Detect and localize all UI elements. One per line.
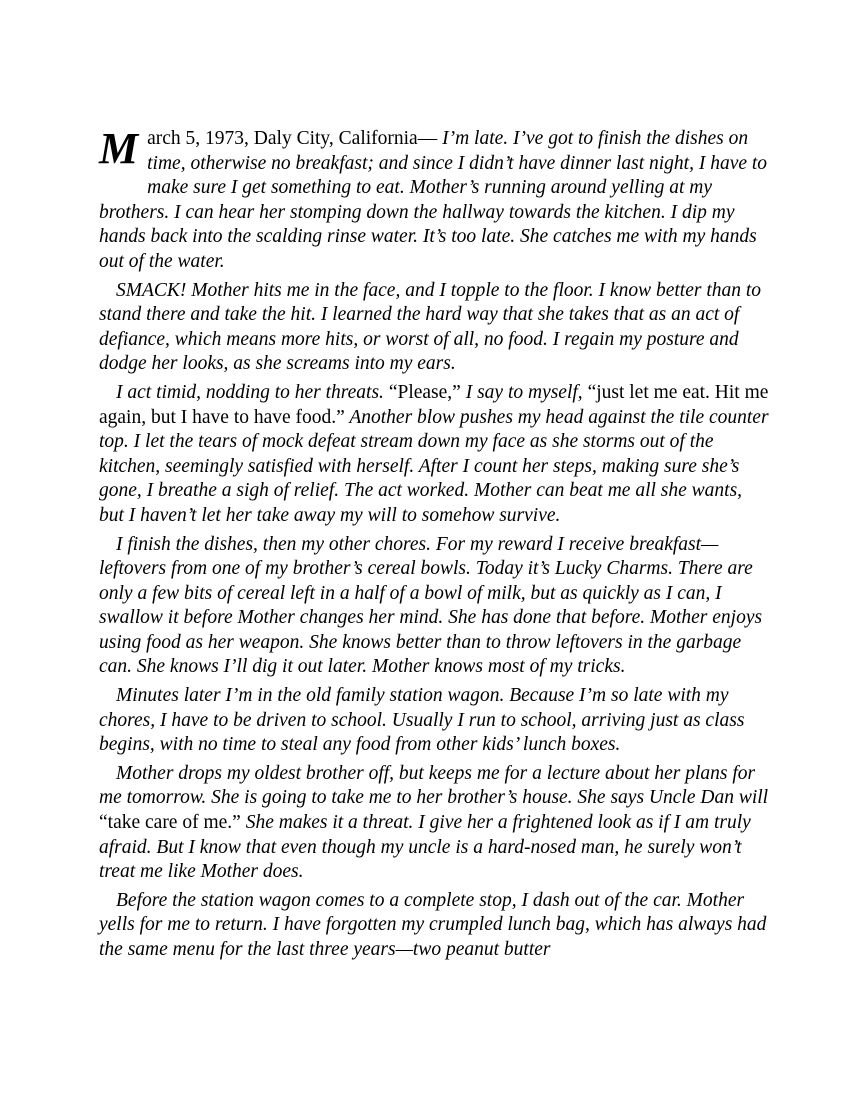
text-run: “Please,” (388, 381, 461, 403)
paragraph (99, 381, 769, 529)
text-run: I’m late. I’ve got to finish the dishes on time, otherwise no breakfast; and since I didn’t have dinner last night, I have to make sure I get something to eat. Mother’s running around yelling at my brothers. I can hear her stomping down the hallway towards the kitchen. I dip my hands back into the scalding rinse water. It’s too late. She catches me with my hands out of the water. (99, 128, 768, 272)
text-run: I say to myself, (460, 381, 588, 403)
text-run: I finish the dishes, then my other chores. For my reward I receive breakfast—leftovers from one of my brother’s cereal bowls. Today it’s Lucky Charms. There are only a few bits of cereal left in a half of a bowl of milk, but as quickly as I can, I swallow it before Mother changes her mind. She has done that before. Mother enjoys using food as her weapon. She knows better than to throw leftovers in the garbage can. She knows I’ll dig it out later. Mother knows most of my tricks. (99, 533, 763, 678)
text-run: I act timid, nodding to her threats. (116, 381, 389, 403)
paragraph (99, 889, 769, 963)
text-run: Before the station wagon comes to a complete stop, I dash out of the car. Mother yells for me to return. I have forgotten my crumpled lunch bag, which has always had the same menu for the last three years—two peanut butter (99, 889, 767, 960)
text-run: “take care of me.” (99, 812, 241, 834)
paragraph (99, 279, 769, 377)
paragraph (99, 684, 769, 758)
page-text (99, 124, 769, 967)
text-run: “just let me eat. Hit me again, but I have to have food.” (99, 381, 769, 428)
text-run: SMACK! Mother hits me in the face, and I topple to the floor. I know better than to stand there and take the hit. I learned the hard way that she takes that as an act of defiance, which means more hits, or worst of all, no food. I regain my posture and dodge her looks, as she screams into my ears. (99, 279, 762, 375)
text-run: Mother drops my oldest brother off, but keeps me for a lecture about her plans for me tomorrow. She is going to take me to her brother’s house. She says Uncle Dan will (99, 762, 769, 809)
text-run: She makes it a threat. I give her a frightened look as if I am truly afraid. But I know that even though my uncle is a hard-nosed man, he surely won’t treat me like Mother does. (99, 812, 751, 883)
drop-cap-letter: M (99, 124, 139, 173)
paragraph (99, 124, 769, 275)
text-run: Minutes later I’m in the old family station wagon. Because I’m so late with my chores, I have to be driven to school. Usually I run to school, arriving just as class begins, with no time to steal any food from other kids’ lunch boxes. (99, 685, 745, 756)
text-run: arch 5, 1973, Daly City, California— (147, 128, 443, 149)
text-run: Another blow pushes my head against the tile counter top. I let the tears of mock defeat stream down my face as she storms out of the kitchen, seemingly satisfied with herself. After I count her steps, making sure she’s gone, I breathe a sigh of relief. The act worked. Mother can beat me all she wants, but I haven’t let her take away my will to somehow survive. (99, 406, 769, 526)
paragraph (99, 762, 769, 885)
paragraph (99, 533, 769, 681)
